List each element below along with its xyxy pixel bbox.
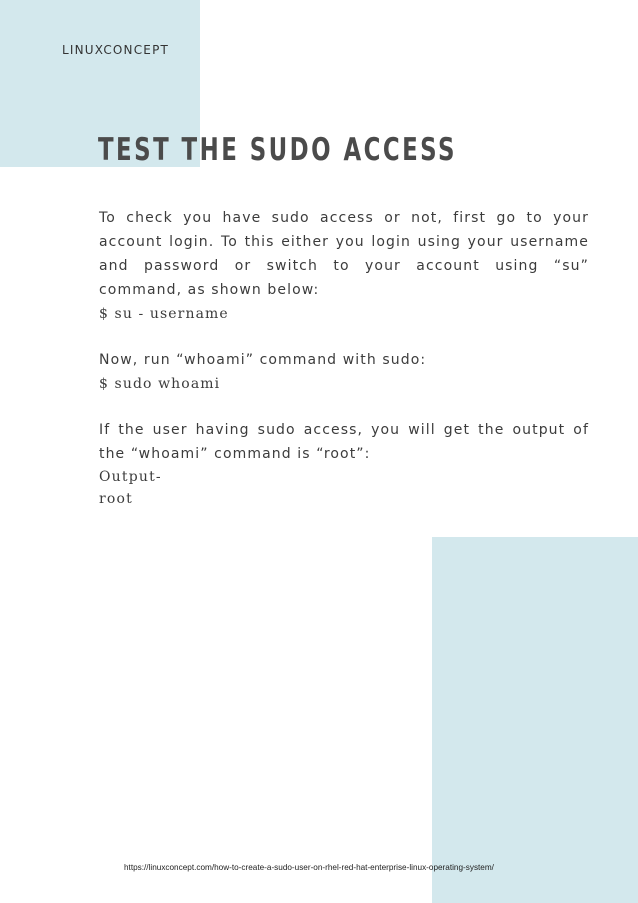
page-title: TEST THE SUDO ACCESS bbox=[98, 132, 457, 168]
su-command: $ su - username bbox=[99, 306, 229, 322]
whoami-instruction: Now, run “whoami” command with sudo: bbox=[99, 352, 427, 368]
output-note: If the user having sudo access, you will get the output of the “whoami” command is “root”: bbox=[99, 422, 589, 462]
decorative-block-bottom bbox=[432, 537, 638, 903]
article-body bbox=[99, 206, 589, 510]
output-label: Output- bbox=[99, 469, 162, 485]
output-value: root bbox=[99, 491, 133, 507]
whoami-command: $ sudo whoami bbox=[99, 376, 221, 392]
source-url[interactable]: https://linuxconcept.com/how-to-create-a-sudo-user-on-rhel-red-hat-enterprise-linux-operating-system/ bbox=[124, 863, 494, 872]
brand-name: LINUXCONCEPT bbox=[62, 43, 170, 57]
intro-paragraph: To check you have sudo access or not, first go to your account login. To this either you login using your username and password or switch to your account using “su” command, as shown below: bbox=[99, 210, 589, 298]
